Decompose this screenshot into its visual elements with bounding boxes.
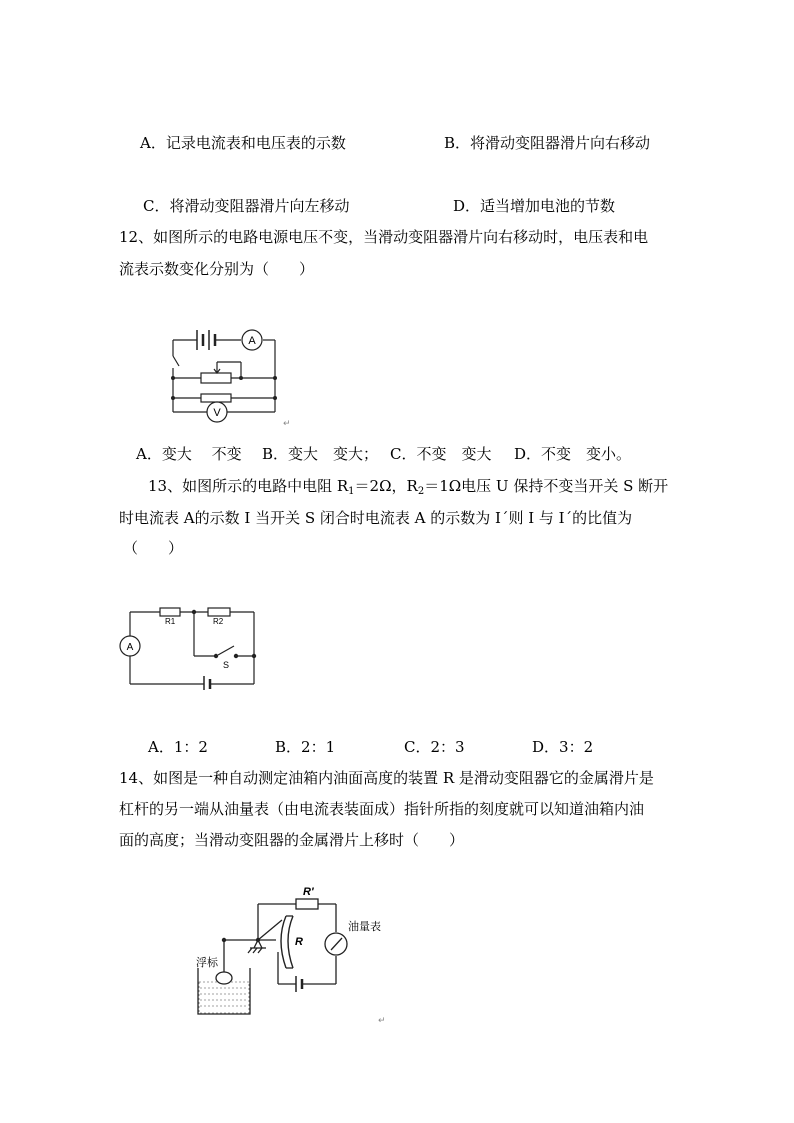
q14-label-gauge: 油量表 bbox=[348, 921, 381, 933]
q13-circuit-diagram bbox=[118, 598, 264, 690]
q12-text-line1: 12、如图所示的电路电源电压不变，当滑动变阻器滑片向右移动时，电压表和电 bbox=[119, 228, 649, 246]
q13-option-a: A．1：2 bbox=[148, 738, 208, 756]
q13-option-d: D．3：2 bbox=[532, 738, 594, 756]
q12-option-a: A．变大 不变 bbox=[136, 445, 242, 463]
paragraph-mark: ↵ bbox=[283, 418, 291, 428]
q11-option-d: D．适当增加电池的节数 bbox=[453, 197, 616, 215]
oil-liquid bbox=[199, 982, 249, 1013]
paragraph-mark: ↵ bbox=[378, 1015, 386, 1025]
q14-text-line1: 14、如图是一种自动测定油箱内油面高度的装置 R 是滑动变阻器它的金属滑片是 bbox=[119, 769, 654, 787]
q13-ammeter-label: A bbox=[126, 642, 134, 653]
q13-label-r1: R1 bbox=[165, 617, 176, 626]
q14-label-r: R bbox=[295, 936, 303, 948]
q12-option-d: D．不变 变小。 bbox=[514, 445, 632, 463]
q13-label-switch: S bbox=[223, 660, 230, 670]
q12-option-c: C．不变 变大 bbox=[390, 445, 492, 463]
q13-option-c: C．2：3 bbox=[404, 738, 465, 756]
q14-label-rprime: R′ bbox=[303, 886, 314, 898]
q12-ammeter-label: A bbox=[248, 335, 256, 347]
q13-option-b: B．2：1 bbox=[275, 738, 336, 756]
float-icon bbox=[216, 972, 232, 984]
q14-oil-gauge-diagram bbox=[192, 882, 392, 1027]
q14-label-float: 浮标 bbox=[196, 957, 218, 969]
q11-option-b: B．将滑动变阻器滑片向右移动 bbox=[444, 134, 651, 152]
q12-circuit-diagram bbox=[165, 318, 295, 430]
q13-text-line2: 时电流表 A的示数 I 当开关 S 闭合时电流表 A 的示数为 Iˊ则 I 与 Iˊ的比值为 bbox=[119, 509, 633, 527]
q14-text-line3: 面的高度；当滑动变阻器的金属滑片上移时（ ） bbox=[119, 831, 465, 849]
q14-text-line2: 杠杆的另一端从油量表（由电流表装面成）指针所指的刻度就可以知道油箱内油 bbox=[119, 800, 645, 818]
q13-label-r2: R2 bbox=[213, 617, 224, 626]
q11-option-a: A．记录电流表和电压表的示数 bbox=[140, 134, 346, 152]
q13-text-line1: 13、如图所示的电路中电阻 $R_1=2\Omega$，$R_2=1\Omega$电压 U 保持不变当开关 S 断开 bbox=[148, 477, 669, 497]
q11-option-c: C．将滑动变阻器滑片向左移动 bbox=[143, 197, 350, 215]
q12-option-b: B．变大 变大； bbox=[262, 445, 379, 463]
q12-voltmeter-label: V bbox=[213, 407, 221, 419]
q13-text-line3: （ ） bbox=[123, 539, 184, 557]
q12-text-line2: 流表示数变化分别为（ ） bbox=[119, 260, 315, 278]
